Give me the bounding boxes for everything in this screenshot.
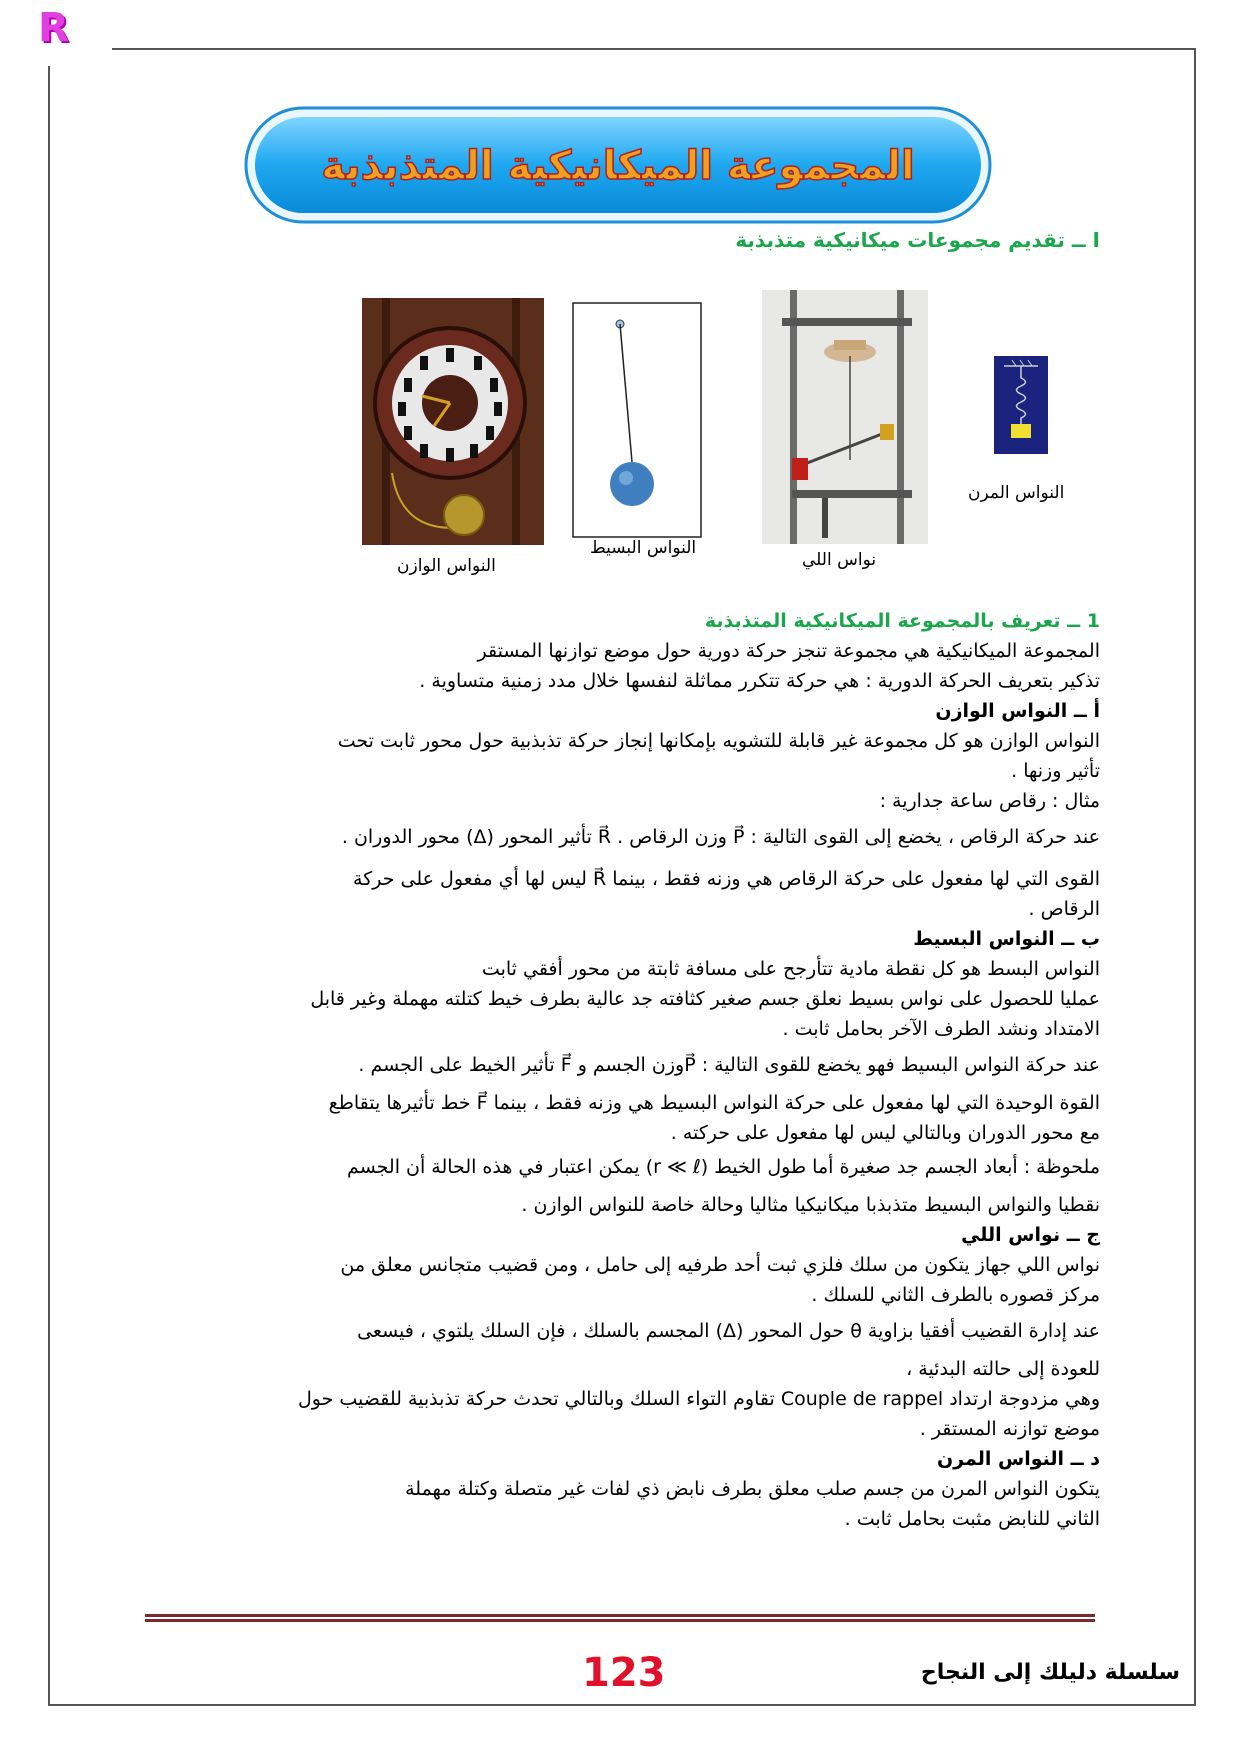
paragraph: موضع توازنه المستقر . xyxy=(919,1418,1100,1440)
paragraph: عمليا للحصول على نواس بسيط نعلق جسم صغير كثافته جد عالية بطرف خيط كتلته مهملة وغير قابل xyxy=(310,988,1100,1010)
wall-clock-image xyxy=(362,298,544,545)
paragraph: يتكون النواس المرن من جسم صلب معلق بطرف نابض ذي لفات غير متصلة وكتلة مهملة xyxy=(405,1478,1100,1500)
frame-left-rule xyxy=(48,66,50,1706)
series-name: سلسلة دليلك إلى النجاح xyxy=(920,1660,1180,1685)
paragraph: نواس اللي جهاز يتكون من سلك فلزي ثبت أحد طرفيه إلى حامل ، ومن قضيب متجانس معلق من xyxy=(340,1254,1100,1276)
clock-caption: النواس الوازن xyxy=(397,556,496,576)
paragraph: الثاني للنابض مثبت بحامل ثابت . xyxy=(844,1508,1100,1530)
paragraph: مع محور الدوران وبالتالي ليس لها مفعول على حركته . xyxy=(670,1122,1100,1144)
paragraph: القوة الوحيدة التي لها مفعول على حركة النواس البسيط هي وزنه فقط ، بينما F⃗ خط تأثيرها يتقاطع xyxy=(328,1092,1100,1114)
torsion-pendulum-image xyxy=(762,290,928,544)
title-banner xyxy=(243,105,993,225)
subheading-spring-pendulum: د ــ النواس المرن xyxy=(936,1448,1100,1470)
paragraph: نقطيا والنواس البسيط متذبذبا ميكانيكيا مثاليا وحالة خاصة للنواس الوازن . xyxy=(521,1194,1100,1216)
subheading-definition: 1 ــ تعريف بالمجموعة الميكانيكية المتذبذبة xyxy=(704,610,1100,632)
spring-pendulum-caption: النواس المرن xyxy=(968,483,1065,503)
paragraph: الامتداد ونشد الطرف الآخر بحامل ثابت . xyxy=(782,1018,1100,1040)
paragraph: تذكير بتعريف الحركة الدورية : هي حركة تتكرر مماثلة لنفسها خلال مدد زمنية متساوية . xyxy=(419,670,1100,692)
torsion-pendulum-caption: نواس اللي xyxy=(802,550,877,570)
paragraph: عند حركة النواس البسيط فهو يخضع للقوى التالية : P⃗وزن الجسم و F⃗ تأثير الخيط على الجسم . xyxy=(358,1054,1100,1076)
paragraph: ملحوظة : أبعاد الجسم جد صغيرة أما طول الخيط (r ≪ ℓ) يمكن اعتبار في هذه الحالة أن الجسم xyxy=(347,1156,1100,1178)
paragraph: الرقاص . xyxy=(1028,898,1100,920)
frame-bottom-rule xyxy=(48,1704,1196,1706)
paragraph: المجموعة الميكانيكية هي مجموعة تنجز حركة دورية حول موضع توازنها المستقر xyxy=(477,640,1100,662)
subheading-simple-pendulum: ب ــ النواس البسيط xyxy=(913,928,1100,950)
paragraph: عند إدارة القضيب أفقيا بزاوية θ حول المحور (Δ) المجسم بالسلك ، فإن السلك يلتوي ، فيسعى xyxy=(357,1320,1100,1342)
section-heading: I ــ تقديم مجموعات ميكانيكية متذبذبة xyxy=(735,228,1100,252)
page-title: المجموعة الميكانيكية المتذبذبة xyxy=(321,143,915,189)
footer-rule xyxy=(145,1614,1095,1622)
paragraph: تأثير وزنها . xyxy=(1011,760,1100,782)
body-text xyxy=(140,606,1100,1534)
paragraph: النواس البسط هو كل نقطة مادية تتأرجح على مسافة ثابتة من محور أفقي ثابت xyxy=(481,958,1100,980)
logo-letter: R xyxy=(38,5,69,51)
simple-pendulum-caption: النواس البسيط xyxy=(590,538,697,558)
paragraph: القوى التي لها مفعول على حركة الرقاص هي وزنه فقط ، بينما R⃗ ليس لها أي مفعول على حركة xyxy=(353,868,1100,890)
subheading-physical-pendulum: أ ــ النواس الوازن xyxy=(935,700,1100,722)
page-number: 123 xyxy=(582,1650,666,1696)
paragraph: وهي مزدوجة ارتداد Couple de rappel تقاوم التواء السلك وبالتالي تحدث حركة تذبذبية للقضيب حول xyxy=(297,1388,1100,1410)
paragraph: مركز قصوره بالطرف الثاني للسلك . xyxy=(811,1284,1100,1306)
spring-pendulum-image xyxy=(994,356,1048,454)
frame-right-rule xyxy=(1194,48,1196,1706)
subheading-torsion-pendulum: ج ــ نواس اللي xyxy=(961,1224,1100,1246)
frame-top-rule xyxy=(112,48,1196,50)
simple-pendulum-image xyxy=(572,302,702,538)
paragraph: للعودة إلى حالته البدئية ، xyxy=(906,1358,1100,1380)
paragraph: مثال : رقاص ساعة جدارية : xyxy=(879,790,1100,812)
paragraph: النواس الوازن هو كل مجموعة غير قابلة للتشويه بإمكانها إنجاز حركة تذبذبية حول محور ثابت تحت xyxy=(337,730,1100,752)
paragraph: عند حركة الرقاص ، يخضع إلى القوى التالية : P⃗ وزن الرقاص . R⃗ تأثير المحور (Δ) محور الدوران . xyxy=(341,826,1100,848)
